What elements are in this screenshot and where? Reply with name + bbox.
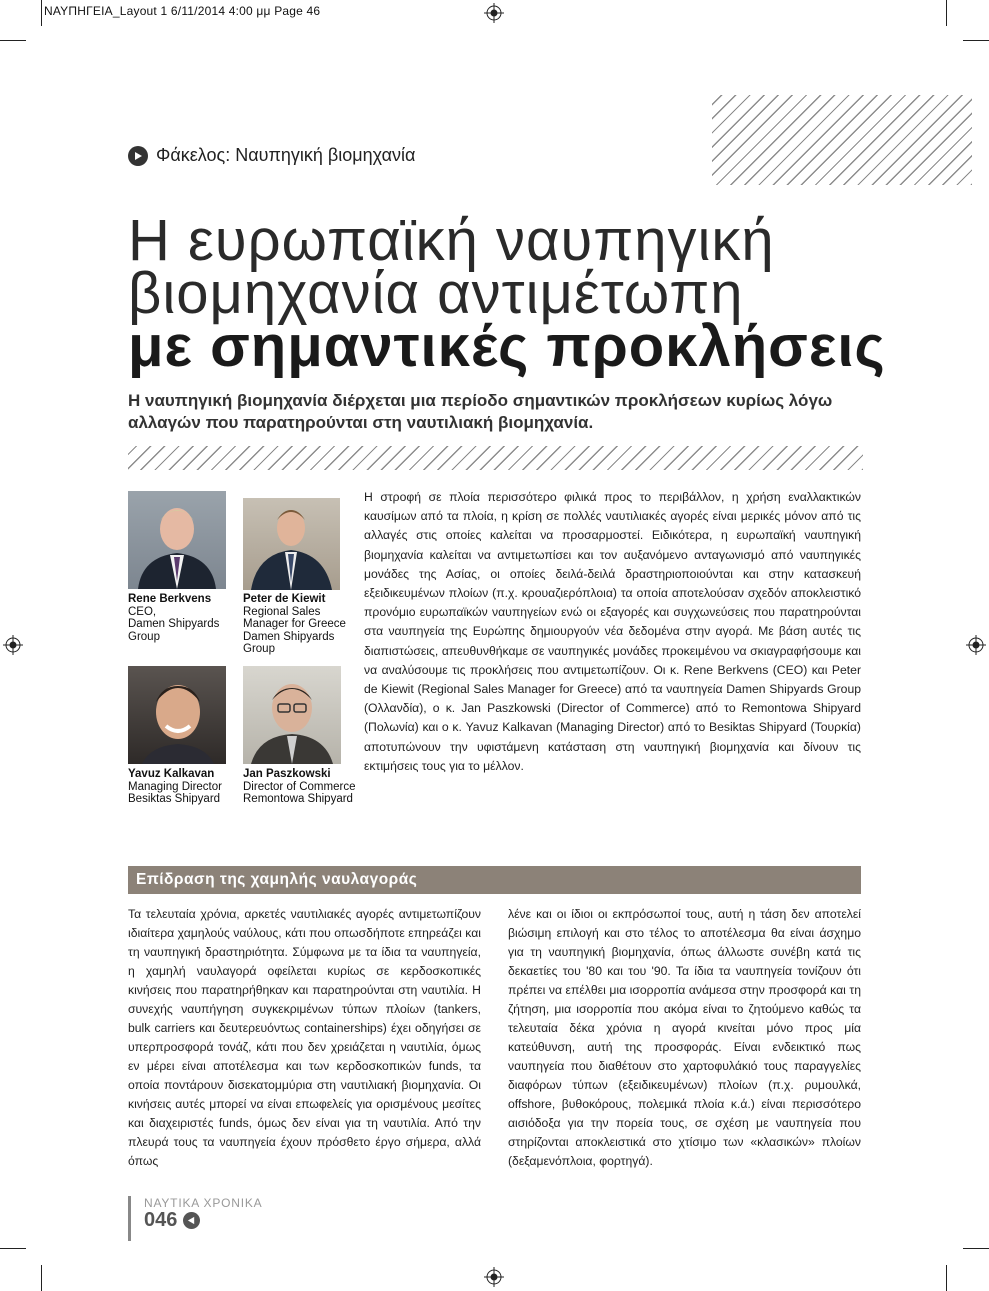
caption-line: CEO, <box>128 605 157 618</box>
caption-line: Besiktas Shipyard <box>128 793 221 805</box>
intro-paragraph: Η στροφή σε πλοία περισσότερο φιλικά προς το περιβάλλον, η χρήση εναλλακτικών καυσίμων από τα πλοία, η κρίση σε πολλές ναυτιλιακές αγορές είναι μερικές μόνον από τις αλλαγές στις οποίες καλείται να προσαρμοστεί. Ειδικότερα, η ευρωπαϊκή ναυπηγική βιομηχανία καλείται να αντιμετωπίσει και τον αυξανόμενο ανταγωνισμό από ναυπηγικές μονάδες της Ασίας, οι οποίες δειλά-δειλά δραστηριοποιούνται και στην κατασκευή εξειδικευμένων πλοίων (π.χ. κρουαζιερόπλοια) τα οποία αποτελούσαν σχεδόν αποκλειστικό προνόμιο ευρωπαϊκών ναυπηγείων ενώ οι εξαγορές και συγχωνεύσεις που παρατηρούνται στα ναυπηγεία της Ευρώπης δημιουργούν νέα δεδομένα στην αγορά. Με βάση αυτές τις διαπιστώσεις, απευθυνθήκαμε σε ναυπηγικές μονάδες προκειμένου να σκιαγραφήσουμε και να αναλύσουμε τις προκλήσεις που αντιμετωπίζουν. Οι κ. Rene Berkvens (CEO) και Peter de Kiewit (Regional Sales Manager for Greece) από τα ναυπηγεία Damen Shipyards Group (Ολλανδία), ο κ. Jan Paszkowski (Director of Commerce) από το Remontowa Shipyard (Πολωνία) και ο κ. Yavuz Kalkavan (Managing Director) από το Besiktas Shipyard (Τουρκία) αποτυπώνουν την υφιστάμενη κατάσταση στη ναυπηγική βιομηχανία και δίνουν τις εκτιμήσεις τους για το μέλλον. <box>364 490 861 773</box>
caption-line: Managing Director <box>128 780 222 793</box>
footer-publication: ΝΑΥΤΙΚΑ ΧΡΟΝΙΚΑ <box>144 1196 263 1210</box>
section-heading: Επίδραση της χαμηλής ναυλαγοράς <box>136 871 418 888</box>
title-line-3: με σημαντικές προκλήσεις <box>128 314 886 379</box>
crop-mark <box>963 1248 989 1249</box>
portrait-rene-berkvens <box>128 491 226 589</box>
caption-line: Manager for Greece <box>243 618 346 630</box>
body-column-2: λένε και οι ίδιοι οι εκπρόσωποί τους, αυτή η τάση δεν αποτελεί βιώσιμη επιλογή και στο τέλος το αποτέλεσμα θα είναι άσχημο για τη ναυπηγική βιομηχανία, όπως άλλωστε συνέβη κατά τις δεκαετίες του '80 και του '90. Τα ίδια τα ναυπηγεία τονίζουν ότι πρέπει να επέλθει μια ισορροπία ανάμεσα στην προσφορά και τη ζήτηση, μια ισορροπία που ακόμα είναι το ζητούμενο καθώς τα τελευταία δέκα χρόνια η αγορά κινείται μόνο προς μία κατεύθυνση, αυτή της προσφοράς. Είναι ενδεικτικό πως ναυπηγεία που διαθέτουν στο χαρτοφυλάκιό τους παραγγελίες διαφόρων τύπων (εξειδικευμένων) πλοίων (π.χ. ρυμουλκά, offshore, βυθοκόρους, πολεμικά πλοία κ.ά.) είναι περισσότερο αισιόδοξα για την πορεία τους, σε σχέση με ναυπηγεία που στηρίζονται αποκλειστικά στο χτίσιμο των «κλασικών» πλοίων (δεξαμενόπλοια, φορτηγά). <box>508 907 861 1168</box>
portrait-jan-paszkowski <box>243 666 341 764</box>
page-number: 046 <box>144 1209 178 1231</box>
print-slug: ΝΑΥΠΗΓΕΙΑ_Layout 1 6/11/2014 4:00 μμ Page 46 <box>44 4 321 18</box>
caption-name: Rene Berkvens <box>128 593 212 605</box>
caption-jan-paszkowski <box>243 768 358 806</box>
registration-mark-icon <box>966 635 986 655</box>
crop-mark <box>946 1265 947 1291</box>
caption-name: Peter de Kiewit <box>243 593 326 605</box>
caption-name: Yavuz Kalkavan <box>128 768 215 780</box>
portrait-yavuz-kalkavan <box>128 666 226 764</box>
title-line-1: Η ευρωπαϊκή ναυπηγική <box>128 208 775 273</box>
section-heading-bar <box>128 866 861 894</box>
section-folder-label <box>128 145 415 166</box>
caption-line: Damen Shipyards <box>128 618 220 630</box>
body-column-1: Τα τελευταία χρόνια, αρκετές ναυτιλιακές αγορές αντιμετωπίζουν ιδιαίτερα χαμηλούς ναύλους, κάτι που οπωσδήποτε επηρεάζει και τη ναυπηγική δραστηριότητα. Σύμφωνα με τα ίδια τα ναυπηγεία, η χαμηλή ναυλαγορά οφείλεται κυρίως σε κερδοσκοπικές κινήσεις που παρατηρήθηκαν και παρατηρούνται στη ναυτιλία. Η συνεχής ναυπήγηση συγκεκριμένων τύπων πλοίων (tankers, bulk carriers και δευτερευόντως containerships) έχει οδηγήσει σε υπερπροσφορά τονάζ, κάτι που δεν χρειάζεται η ναυτιλία, όμως εν μέρει είναι αποτέλεσμα και των κερδοσκοπικών funds, τα οποία ποντάρουν δισεκατομμύρια στη ναυτιλιακή βιομηχανία. Οι κινήσεις αυτές μπορεί να είναι επωφελείς για ορισμένους μεσίτες και διαχειριστές funds, όμως δεν είναι για τη ναυτιλία. Από την πλευρά τους τα ναυπηγεία έχουν πρόσθετο έργο σήμερα, αλλά όπως <box>128 907 481 1168</box>
decorative-hatch <box>712 95 972 185</box>
registration-mark-icon <box>484 3 504 23</box>
caption-line: Group <box>243 643 275 655</box>
caption-line: Remontowa Shipyard <box>243 793 353 805</box>
title-line-2: βιομηχανία αντιμέτωπη <box>128 261 744 326</box>
caption-line: Regional Sales <box>243 605 321 618</box>
caption-name: Jan Paszkowski <box>243 768 331 780</box>
crop-mark <box>963 40 989 41</box>
crop-mark <box>0 1248 26 1249</box>
portrait-peter-de-kiewit <box>243 498 340 590</box>
play-icon <box>128 146 148 166</box>
caption-line: Damen Shipyards <box>243 630 335 643</box>
caption-rene-berkvens <box>128 593 238 643</box>
registration-mark-icon <box>484 1267 504 1287</box>
caption-line: Group <box>128 630 160 643</box>
caption-peter-de-kiewit <box>243 593 358 656</box>
arrow-left-icon <box>183 1212 200 1229</box>
crop-mark <box>0 40 26 41</box>
registration-mark-icon <box>3 635 23 655</box>
footer-rule <box>128 1196 131 1241</box>
folder-text: Φάκελος: Ναυπηγική βιομηχανία <box>156 145 416 165</box>
caption-line: Director of Commerce <box>243 780 356 793</box>
crop-mark <box>946 0 947 26</box>
article-title <box>128 208 888 379</box>
caption-yavuz-kalkavan <box>128 768 238 806</box>
crop-mark <box>41 1265 42 1291</box>
article-lead: Η ναυπηγική βιομηχανία διέρχεται μια περίοδο σημαντικών προκλήσεων κυρίως λόγω αλλαγών που παρατηρούνται στη ναυτιλιακή βιομηχανία. <box>128 391 833 432</box>
crop-mark <box>41 0 42 26</box>
decorative-hatch <box>128 446 863 470</box>
